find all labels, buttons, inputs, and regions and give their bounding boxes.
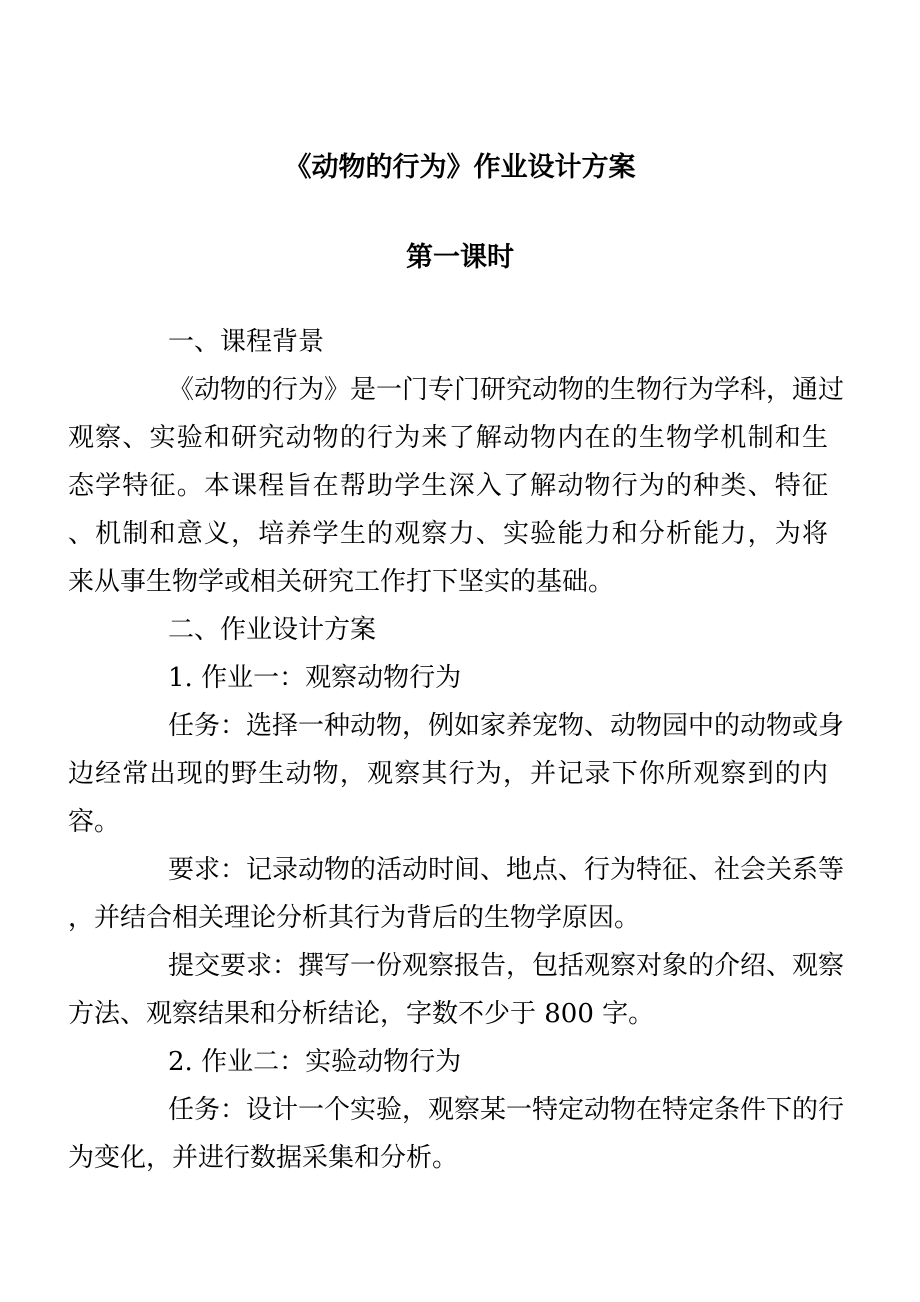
paragraph-line: ，并结合相关理论分析其行为背后的生物学原因。	[68, 903, 641, 933]
paragraph-line: 提交要求：撰写一份观察报告，包括观察对象的介绍、观察	[168, 951, 845, 981]
paragraph-line: 《动物的行为》是一门专门研究动物的生物行为学科，通过	[168, 375, 845, 405]
assignment-2-heading: 2. 作业二：实验动物行为	[168, 1047, 462, 1077]
assignment-1-submission	[68, 942, 845, 1038]
paragraph-line: 、机制和意义，培养学生的观察力、实验能力和分析能力，为将	[68, 519, 828, 549]
paragraph-line: 容。	[68, 807, 121, 837]
assignment-1-heading: 1. 作业一：观察动物行为	[168, 663, 462, 693]
paragraph-line: 为变化，并进行数据采集和分析。	[68, 1143, 459, 1173]
paragraph-line: 边经常出现的野生动物，观察其行为，并记录下你所观察到的内	[68, 759, 828, 789]
assignment-1-task	[68, 702, 845, 846]
assignment-2-task	[68, 1086, 845, 1182]
paragraph-line: 来从事生物学或相关研究工作打下坚实的基础。	[68, 567, 615, 597]
document-title: 《动物的行为》作业设计方案	[284, 152, 636, 183]
paragraph-line: 态学特征。本课程旨在帮助学生深入了解动物行为的种类、特征	[68, 471, 828, 501]
paragraph-line: 观察、实验和研究动物的行为来了解动物内在的生物学机制和生	[68, 423, 828, 453]
paragraph-line: 方法、观察结果和分析结论，字数不少于 800 字。	[68, 999, 655, 1029]
paragraph-line: 任务：设计一个实验，观察某一特定动物在特定条件下的行	[168, 1095, 845, 1125]
paragraph-line: 要求：记录动物的活动时间、地点、行为特征、社会关系等	[168, 855, 845, 885]
background-paragraph	[68, 366, 845, 606]
lesson-subtitle: 第一课时	[406, 242, 514, 273]
section-heading-background: 一、课程背景	[168, 327, 325, 357]
section-heading-plan: 二、作业设计方案	[168, 615, 377, 645]
paragraph-line: 任务：选择一种动物，例如家养宠物、动物园中的动物或身	[168, 711, 845, 741]
assignment-1-requirements	[68, 846, 845, 942]
